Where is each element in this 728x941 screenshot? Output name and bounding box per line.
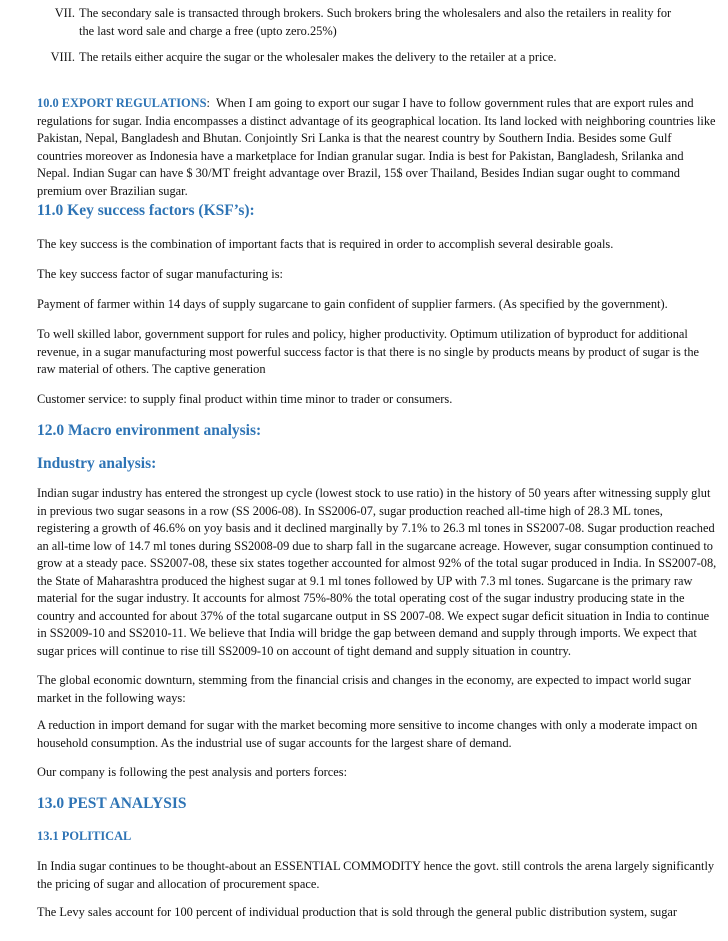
macro-heading: 12.0 Macro environment analysis: (37, 422, 262, 439)
export-regulations-heading: 10.0 EXPORT REGULATIONS (37, 96, 207, 110)
export-regulations-text: When I am going to export our sugar I have to follow government rules that are export rules and regulations for sugar. India encompasses a distinct advantage of its geographical location. Its land locked with neighboring countries like Pakistan, Nepal, Bangladesh and Bhutan. Conjointly Sri Lanka is that the nearest country by Southern India. Besides some Gulf countries moreover as Indonesia have a marketplace for Indian granular sugar. India is best for Pakistan, Bangladesh, Srilanka and Nepal. Indian Sugar can have $ 30/MT freight advantage over Brazil, 15$ over Thailand, Besides Indian sugar ought to command premium over Brazilian sugar. (37, 96, 716, 198)
ksf-paragraph-2: The key success factor of sugar manufacturing is: (37, 267, 284, 281)
list-item (43, 5, 683, 40)
list-number: VII. (54, 6, 75, 20)
ksf-paragraph-1: The key success is the combination of important facts that is required in order to accomplish several desirable goals. (37, 237, 614, 251)
macro-paragraph-2: The global economic downturn, stemming from the financial crisis and changes in the economy, are expected to impact world sugar market in the following ways: (37, 673, 691, 705)
macro-paragraph-4: Our company is following the pest analysis and porters forces: (37, 765, 348, 779)
ksf-paragraph-4: To well skilled labor, government support for rules and policy, higher productivity. Optimum utilization of byproduct for additional revenue, in a sugar manufacturing most powerful success factor is that there is no single by products means by product of sugar is the raw material of others. The captive generation (37, 327, 700, 376)
list-text: The retails either acquire the sugar or the wholesaler makes the delivery to the retailer at a price. (79, 50, 557, 64)
list-text: The secondary sale is transacted through brokers. Such brokers bring the wholesalers and also the retailers in reality for the last word sale and charge a free (upto zero.25%) (79, 6, 672, 38)
heading-separator: : (206, 96, 210, 110)
list-number: VIII. (50, 50, 75, 64)
political-heading: 13.1 POLITICAL (37, 829, 132, 843)
industry-analysis-paragraph: Indian sugar industry has entered the strongest up cycle (lowest stock to use ratio) in the history of 50 years after witnessing supply glut in previous two sugar seasons in a row (SS 2006-08). In SS2006-07, sugar production reached all-time high of 28.3 ML tones, registering a growth of 46.6% on yoy basis and it declined marginally by 7.1% to 26.3 ml tones in SS2007-08. Sugar production reached an all-time low of 14.7 ml tones during SS2008-09 due to sharp fall in the sugarcane acreage. However, sugar consumption continued to grow at a steady pace. SS2007-08, these six states together accounted for almost 92% of the total sugar produced in India. In SS2007-08, the State of Maharashtra produced the highest sugar at 9.1 ml tones followed by UP with 7.3 ml tones. Sugarcane is the primary raw material for the sugar industry. It accounts for almost 75%-80% the total operating cost of the sugar industry producing state in the country and accounted for about 37% of the total sugarcane output in SS 2007-08. We expect sugar deficit situation in India to continue in SS2009-10 and SS2010-11. We believe that India will bridge the gap between demand and supply through imports. We expect that sugar prices will continue to rise till SS2009-10 on account of tight demand and supply situation in country. (37, 486, 717, 658)
political-paragraph-1: In India sugar continues to be thought-about an ESSENTIAL COMMODITY hence the govt. still controls the arena largely significantly the pricing of sugar and allocation of procurement space. (37, 859, 715, 891)
macro-paragraph-3: A reduction in import demand for sugar with the market becoming more sensitive to income changes with only a moderate impact on household consumption. As the industrial use of sugar accounts for the largest share of demand. (37, 718, 698, 750)
pest-heading: 13.0 PEST ANALYSIS (37, 795, 187, 812)
export-regulations-paragraph (37, 95, 717, 200)
ksf-heading: 11.0 Key success factors (KSF’s): (37, 202, 255, 219)
ksf-paragraph-3: Payment of farmer within 14 days of supply sugarcane to gain confident of supplier farmers. (As specified by the government). (37, 297, 668, 311)
industry-analysis-heading: Industry analysis: (37, 455, 157, 472)
numbered-list (43, 5, 683, 67)
list-item (43, 49, 683, 67)
ksf-paragraph-5: Customer service: to supply final product within time minor to trader or consumers. (37, 392, 453, 406)
political-paragraph-2: The Levy sales account for 100 percent of individual production that is sold through the general public distribution system, sugar (37, 905, 678, 919)
